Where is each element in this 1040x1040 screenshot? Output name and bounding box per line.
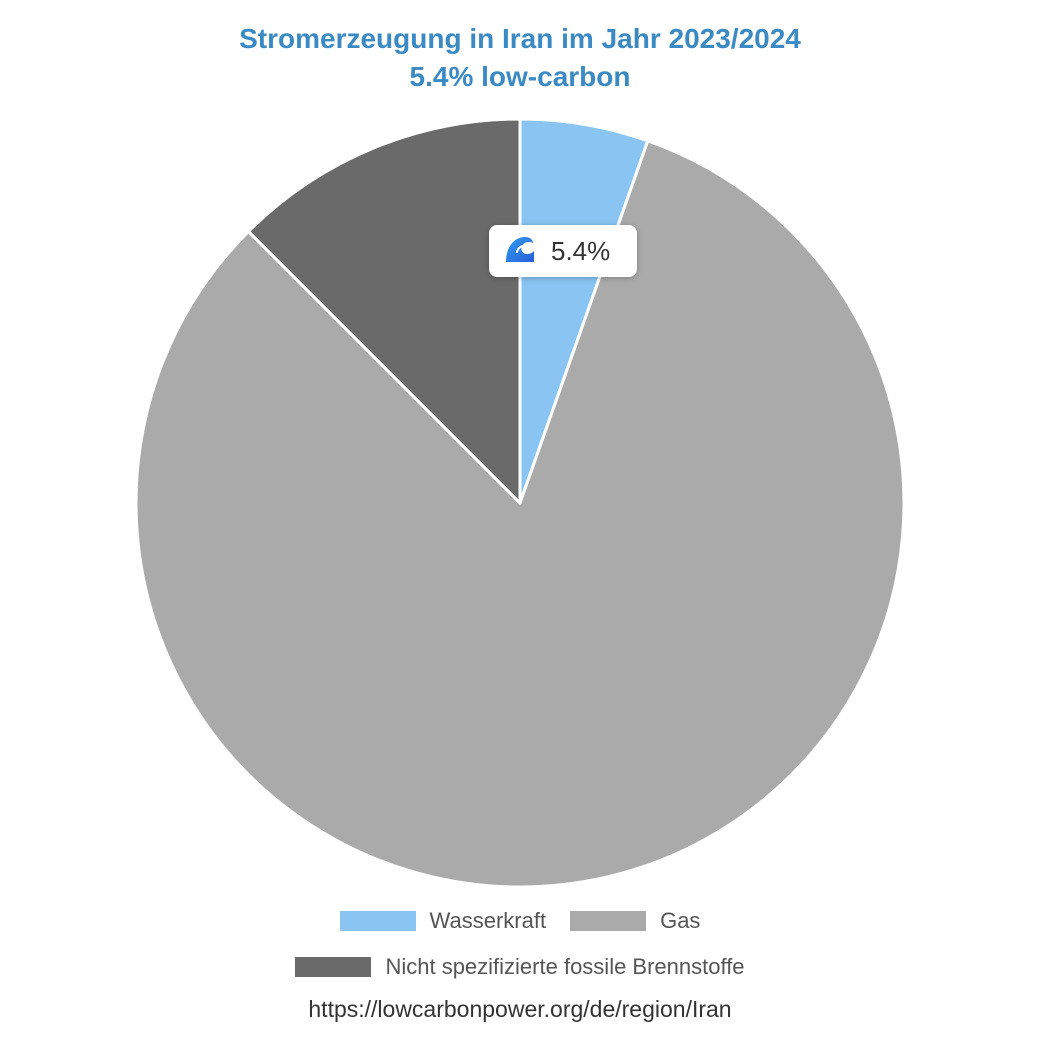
slice-tooltip bbox=[489, 225, 637, 277]
legend-item-gas[interactable] bbox=[570, 908, 700, 934]
hydro-wave-icon bbox=[503, 232, 537, 271]
tooltip-value: 5.4% bbox=[551, 235, 611, 266]
legend-swatch-other-fossil bbox=[295, 957, 371, 977]
legend-label-hydro: Wasserkraft bbox=[429, 908, 547, 933]
legend-swatch-gas bbox=[570, 911, 646, 931]
legend-row bbox=[0, 908, 1040, 934]
legend-item-other-fossil[interactable] bbox=[295, 954, 744, 980]
legend-label-other-fossil: Nicht spezifizierte fossile Brennstoffe bbox=[385, 954, 745, 979]
legend-row bbox=[0, 954, 1040, 980]
chart-subtitle: 5.4% low-carbon bbox=[409, 61, 631, 92]
legend-item-hydro[interactable] bbox=[340, 908, 547, 934]
source-url[interactable]: https://lowcarbonpower.org/de/region/Iran bbox=[308, 996, 732, 1022]
legend-label-gas: Gas bbox=[660, 908, 701, 933]
legend-swatch-hydro bbox=[340, 911, 416, 931]
chart-title: Stromerzeugung in Iran im Jahr 2023/2024 bbox=[239, 23, 801, 54]
